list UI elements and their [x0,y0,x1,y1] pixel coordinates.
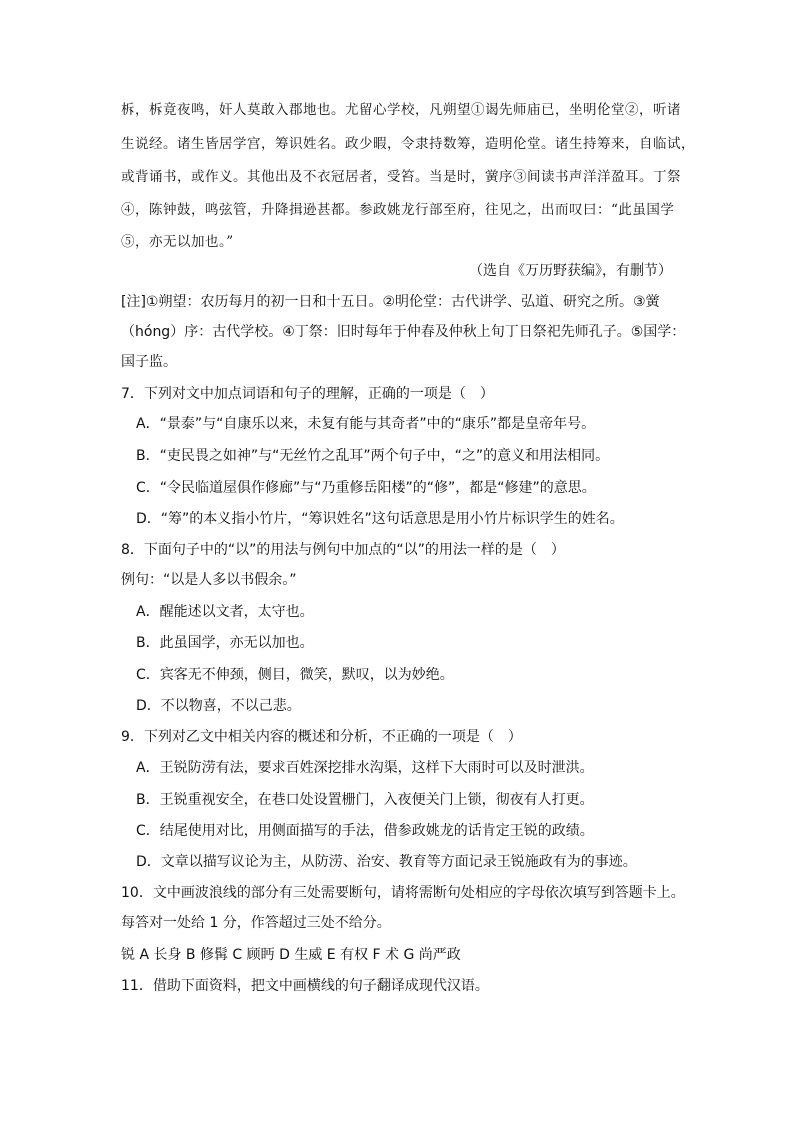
question-7-stem: 7．下列对文中加点词语和句子的理解，正确的一项是（ ） [121,386,494,402]
q9-option-d: D．文章以描写议论为主，从防涝、治安、教育等方面记录王锐施政有为的事迹。 [136,854,637,870]
question-10-stem: 10．文中画波浪线的部分有三处需要断句，请将需断句处相应的字母依次填写到答题卡上。 [121,885,685,901]
passage-line: 或背诵书，或作义。其他出及不衣冠居者，受笞。当是时，黉序③间读书声洋洋盈耳。丁祭 [121,169,681,185]
notes-line: [注]①朔望：农历每月的初一日和十五日。②明伦堂：古代讲学、弘道、研究之所。③黉 [121,294,660,310]
passage-source: （选自《万历野获编》，有删节） [469,263,672,279]
passage-line: 生说经。诸生皆居学宫，筹识姓名。政少暇，令隶持数筹，造明伦堂。诸生持筹来，自临试， [121,136,695,152]
q7-option-a: A．“景泰”与“自康乐以来，未复有能与其奇者”中的“康乐”都是皇帝年号。 [136,416,596,432]
notes-line: （hóng）序：古代学校。④丁祭：旧时每年于仲春及仲秋上旬丁日祭祀先师孔子。⑤国学： [121,324,686,340]
question-10-text: 锐 A 长身 B 修髯 C 顾眄 D 生威 E 有权 F 术 G 尚严政 [121,947,461,963]
q9-option-c: C．结尾使用对比，用侧面描写的手法，借参政姚龙的话肯定王锐的政绩。 [136,823,594,839]
question-11-stem: 11．借助下面资料，把文中画横线的句子翻译成现代汉语。 [121,978,489,994]
q8-option-a: A．醒能述以文者，太守也。 [136,604,314,620]
q7-option-c: C．“令民临道屋俱作修廊”与“乃重修岳阳楼”的“修”，都是“修建”的意思。 [136,480,596,496]
notes-line: 国子监。 [121,354,177,370]
q8-option-d: D．不以物喜，不以己悲。 [136,698,301,714]
q8-example: 例句：“以是人多以书假余。” [121,572,297,588]
q9-option-a: A．王锐防涝有法，要求百姓深挖排水沟渠，这样下大雨时可以及时泄洪。 [136,760,594,776]
q7-option-b: B．“吏民畏之如神”与“无丝竹之乱耳”两个句子中，“之”的意义和用法相同。 [136,448,610,464]
q8-option-b: B．此虽国学，亦无以加也。 [136,635,314,651]
passage-line: ④，陈钟鼓，鸣弦管，升降揖逊甚都。参政姚龙行部至府，往见之，出而叹曰：“此虽国学 [121,202,675,218]
q7-option-d: D．“筹”的本义指小竹片，“筹识姓名”这句话意思是用小竹片标识学生的姓名。 [136,511,624,527]
passage-line: 柝，柝竟夜鸣，奸人莫敢入郡地也。尤留心学校，凡朔望①谒先师庙已，坐明伦堂②，听诸 [121,102,681,118]
question-8-stem: 8．下面句子中的“以”的用法与例句中加点的“以”的用法一样的是（ ） [121,542,565,558]
passage-line: ⑤，亦无以加也。” [121,234,234,250]
question-10-scoring: 每答对一处给 1 分，作答超过三处不给分。 [121,915,391,931]
q9-option-b: B．王锐重视安全，在巷口处设置栅门，入夜便关门上锁，彻夜有人打更。 [136,792,594,808]
q8-option-c: C．宾客无不伸颈，侧目，微笑，默叹，以为妙绝。 [136,667,454,683]
question-9-stem: 9．下列对乙文中相关内容的概述和分析，不正确的一项是（ ） [121,729,522,745]
